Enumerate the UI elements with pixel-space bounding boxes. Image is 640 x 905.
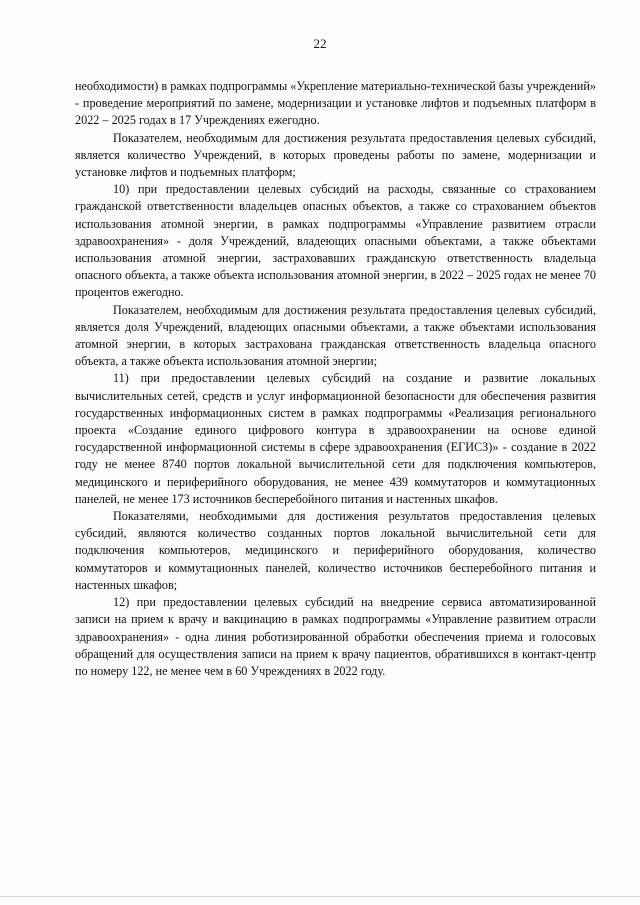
paragraph: 10) при предоставлении целевых субсидий на расходы, связанные со страхованием гражданской ответственности владельцев опасных объектов, а также со страхованием объектов использования атомной энергии, в рамках подпрограммы «Управление развитием отрасли здравоохранения» - доля Учреждений, владеющих опасными объектами, а также объектами использования атомной энергии, застраховавших гражданскую ответственность владельца опасного объекта, а также объекта использования атомной энергии, в 2022 – 2025 годах не менее 70 процентов ежегодно. bbox=[75, 182, 596, 300]
page-number: 22 bbox=[313, 36, 327, 51]
paragraph: Показателем, необходимым для достижения результата предоставления целевых субсидий, является количество Учреждений, в которых проведены работы по замене, модернизации и установке лифтов и подъемных платформ; bbox=[75, 130, 596, 180]
paragraph: 12) при предоставлении целевых субсидий на внедрение сервиса автоматизированной записи на прием к врачу и вакцинацию в рамках подпрограммы «Управление развитием отрасли здравоохранения» - одна линия роботизированной обработки обеспечения приема и голосовых обращений для осуществления записи на прием к врачу пациентов, обратившихся в контакт-центр по номеру 122, не менее чем в 60 Учреждениях в 2022 году. bbox=[75, 595, 596, 678]
document-body bbox=[75, 78, 596, 680]
paragraph: необходимости) в рамках подпрограммы «Укрепление материально-технической базы учреждений» - проведение мероприятий по замене, модернизации и установке лифтов и подъемных платформ в 2022 – 2025 годах в 17 Учреждениях ежегодно. bbox=[75, 79, 596, 128]
paragraph: Показателями, необходимыми для достижения результатов предоставления целевых субсидий, являются количество созданных портов локальной вычислительной сети для подключения компьютеров, медицинского и периферийного оборудования, количество коммутаторов и коммутационных панелей, количество источников бесперебойного питания и настенных шкафов; bbox=[75, 509, 596, 592]
paragraph: Показателем, необходимым для достижения результата предоставления целевых субсидий, является доля Учреждений, владеющих опасными объектами, а также объектами использования атомной энергии, в которых застрахована гражданская ответственность владельца опасного объекта, а также объекта использования атомной энергии; bbox=[75, 302, 596, 369]
paragraph: 11) при предоставлении целевых субсидий на создание и развитие локальных вычислительных сетей, средств и услуг информационной безопасности для обеспечения развития государственных информационных систем в рамках подпрограммы «Реализация регионального проекта «Создание единого цифрового контура в здравоохранении на основе единой государственной информационной системы в сфере здравоохранения (ЕГИСЗ)» - создание в 2022 году не менее 8740 портов локальной вычислительной сети для подключения компьютеров, медицинского и периферийного оборудования, не менее 439 коммутаторов и коммутационных панелей, не менее 173 источников бесперебойного питания и настенных шкафов. bbox=[75, 371, 596, 506]
page-bottom-edge bbox=[0, 896, 640, 897]
